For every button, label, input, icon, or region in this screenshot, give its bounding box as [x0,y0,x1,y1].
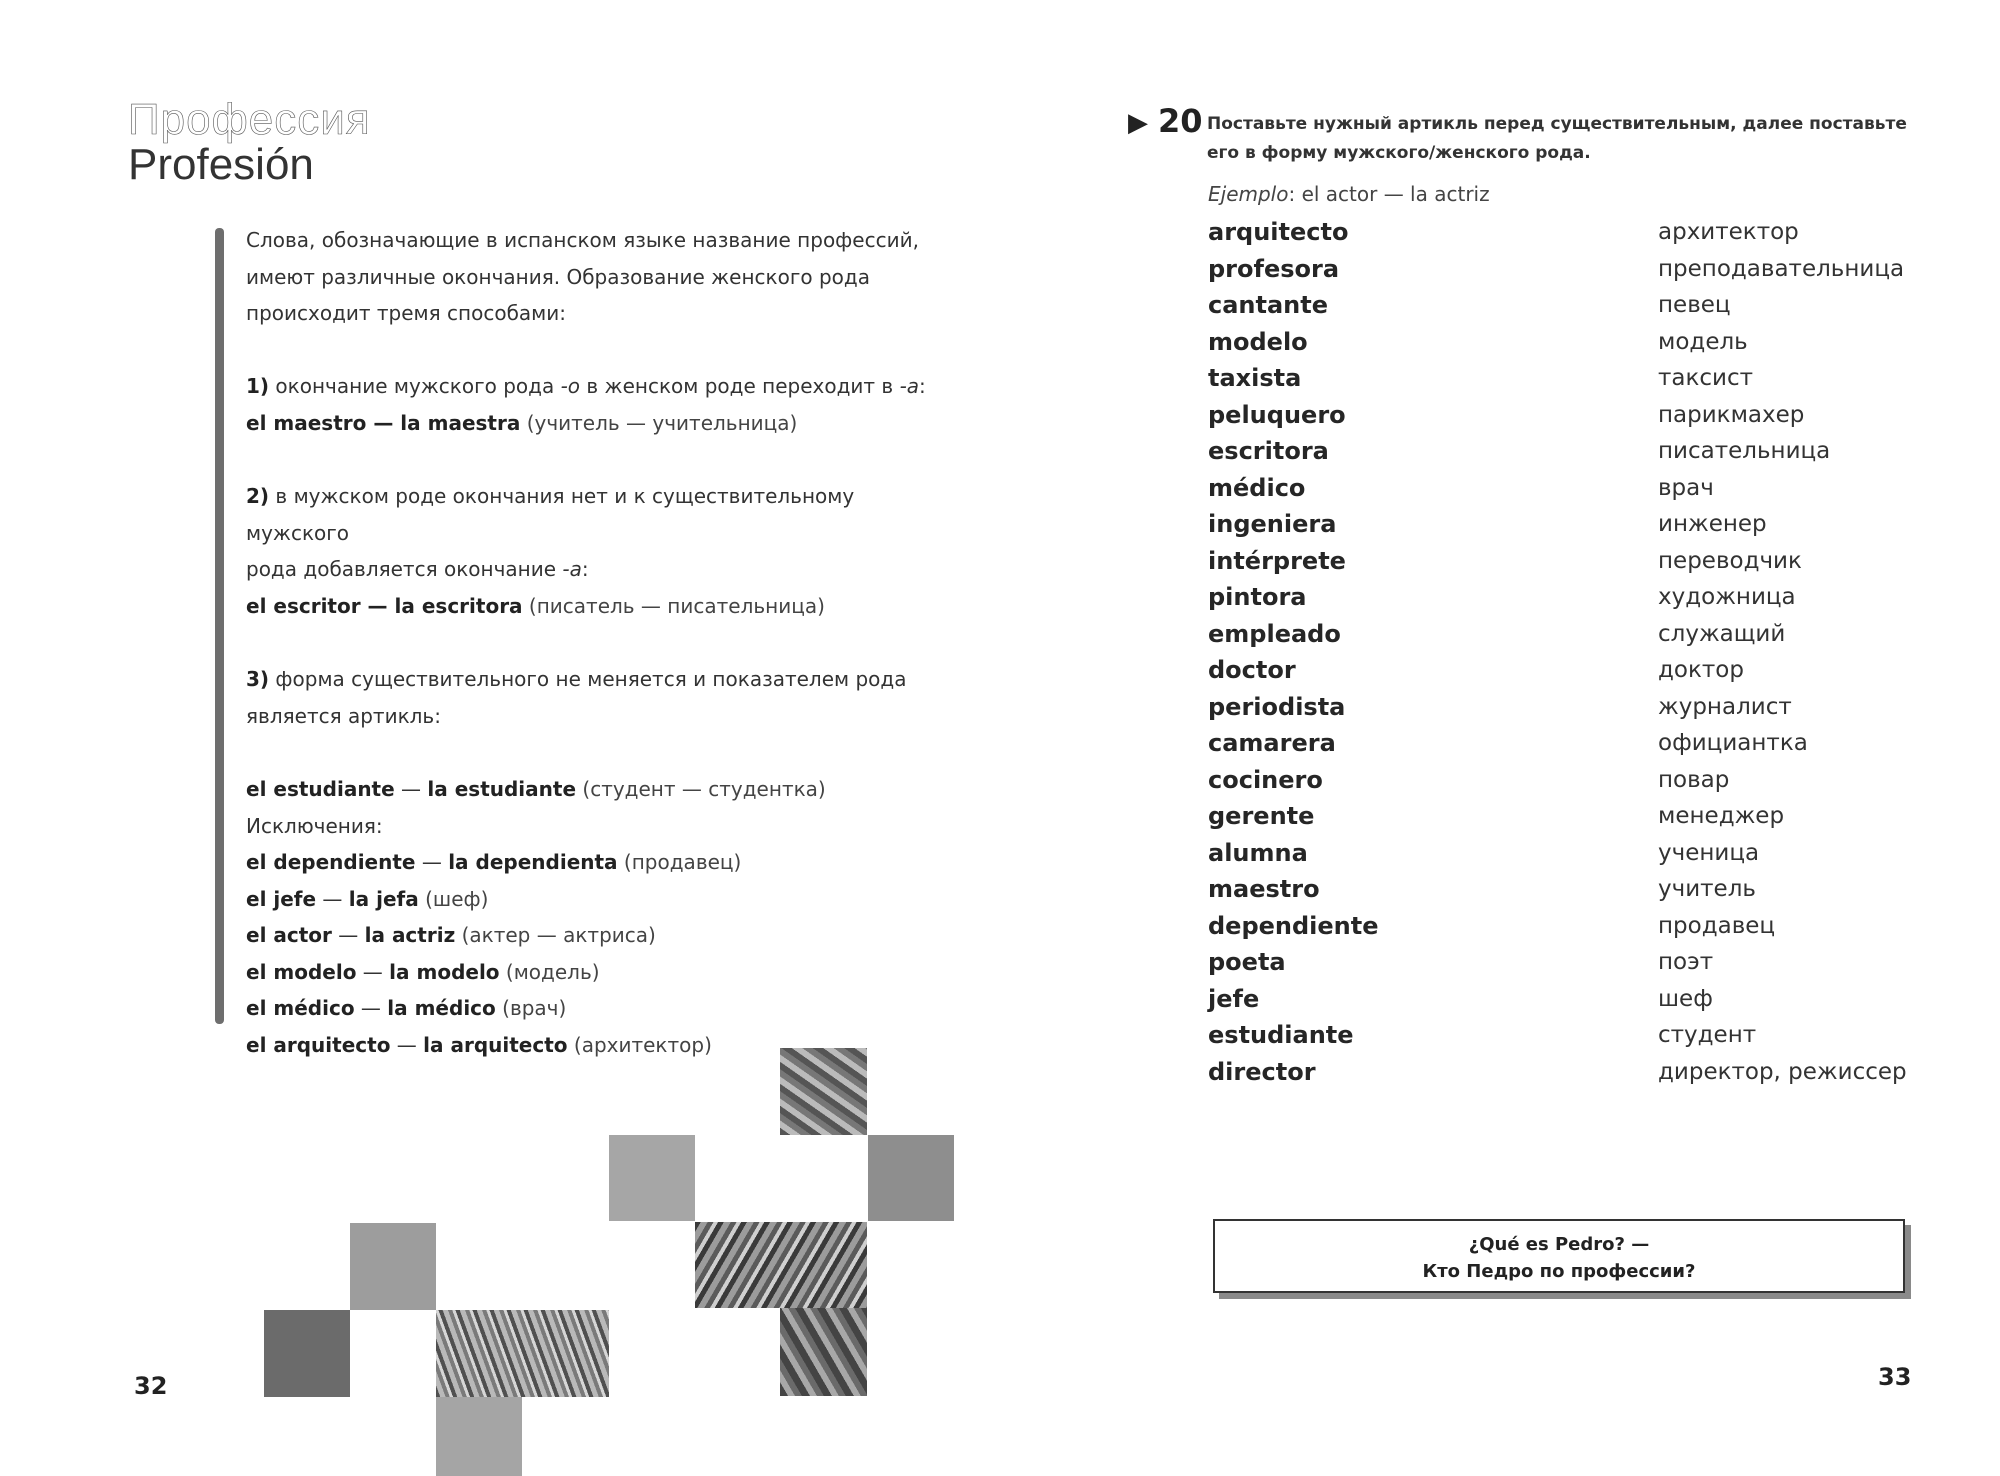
word-russian: парикмахер [1658,401,1805,428]
rule-1: 1) окончание мужского рода -o в женском роде переходит в -a: [246,374,926,399]
exceptions-label: Исключения: [246,813,383,838]
list-item [1208,287,1968,324]
list-item [1208,908,1968,945]
exercise-example: Ejemplo: el actor — la actriz [1208,182,1490,206]
word-russian: продавец [1658,912,1776,939]
question-ru: Кто Педро по профессии? [1422,1261,1696,1282]
word-russian: писательница [1658,438,1831,464]
vocabulary-list [1208,214,1968,1090]
word-russian: певец [1658,292,1731,318]
mosaic-tile [436,1397,522,1476]
list-item [1208,981,1968,1018]
word-russian: врач [1658,474,1714,501]
word-spanish: doctor [1208,656,1296,684]
word-russian: архитектор [1658,219,1799,245]
list-item [1208,652,1968,689]
word-russian: преподавательница [1658,255,1905,282]
word-russian: шеф [1658,985,1713,1012]
word-spanish: modelo [1208,327,1308,356]
word-spanish: poeta [1208,948,1286,976]
intro-line: имеют различные окончания. Образование женского рода [246,264,870,289]
word-spanish: gerente [1208,802,1315,830]
word-spanish: arquitecto [1208,218,1349,246]
word-spanish: cocinero [1208,765,1323,794]
list-item [1208,251,1968,288]
word-spanish: periodista [1208,692,1346,721]
list-item [1208,214,1968,251]
word-russian: директор, режиссер [1658,1058,1907,1085]
list-item [1208,579,1968,616]
list-item [1208,762,1968,799]
list-item [1208,798,1968,835]
exception-item: el modelo — la modelo (модель) [246,959,600,984]
word-spanish: médico [1208,473,1306,502]
word-russian: служащий [1658,620,1786,647]
intro-line: Слова, обозначающие в испанском языке название профессий, [246,228,919,252]
exercise-instruction: Поставьте нужный артикль перед существительным, далее поставьте его в форму мужского/женского рода. [1207,114,1907,163]
word-spanish: cantante [1208,291,1329,319]
word-russian: инженер [1658,511,1767,537]
list-item [1208,944,1968,981]
exception-item: el dependiente — la dependienta (продавец) [246,850,742,875]
word-spanish: alumna [1208,838,1308,867]
list-item [1208,616,1968,653]
word-spanish: pintora [1208,583,1307,611]
exception-item: el médico — la médico (врач) [246,996,567,1021]
rule-2: 2) в мужском роде окончания нет и к существительному мужского [246,484,855,545]
word-spanish: camarera [1208,729,1336,757]
list-item [1208,433,1968,470]
list-item [1208,725,1968,762]
word-spanish: ingeniera [1208,510,1337,538]
exercise-number: 20 [1158,102,1203,140]
mosaic-tile [780,1308,867,1396]
word-spanish: jefe [1208,984,1260,1013]
word-russian: официантка [1658,730,1808,756]
list-item [1208,1017,1968,1054]
word-russian: таксист [1658,365,1754,391]
mosaic-tile [350,1223,436,1310]
mosaic-tile [609,1135,695,1221]
grammar-rule-block [246,222,946,1064]
exception-item: el arquitecto — la arquitecto (архитектор) [246,1033,712,1058]
mosaic-tile [780,1048,867,1135]
list-item [1208,324,1968,361]
word-spanish: profesora [1208,254,1340,283]
sidebar-accent-bar [215,228,224,1024]
word-russian: повар [1658,766,1730,793]
rule-2-cont: рода добавляется окончание -a: [246,557,589,582]
mosaic-tile [436,1310,609,1397]
rule-1-example: el maestro — la maestra (учитель — учительница) [246,410,798,435]
list-item [1208,689,1968,726]
rule-3: 3) форма существительного не меняется и показателем рода [246,667,907,692]
word-russian: менеджер [1658,803,1785,829]
list-item [1208,360,1968,397]
play-triangle-icon: ▶ [1128,108,1148,138]
word-spanish: maestro [1208,875,1320,903]
word-spanish: director [1208,1057,1316,1086]
rule-3-cont: является артикль: [246,703,441,728]
rule-3-example: el estudiante — la estudiante (студент — студентка) [246,776,826,801]
word-russian: ученица [1658,839,1760,866]
word-russian: доктор [1658,657,1744,683]
intro-line: происходит тремя способами: [246,301,566,326]
exception-item: el jefe — la jefa (шеф) [246,886,489,911]
word-russian: поэт [1658,949,1714,975]
list-item [1208,506,1968,543]
list-item [1208,397,1968,434]
word-spanish: intérprete [1208,546,1346,575]
question-es: ¿Qué es Pedro? — [1468,1234,1650,1255]
word-russian: переводчик [1658,547,1802,574]
word-russian: учитель [1658,876,1756,902]
mosaic-tile [695,1222,867,1308]
word-russian: художница [1658,584,1796,610]
word-spanish: dependiente [1208,911,1379,940]
word-russian: студент [1658,1022,1757,1048]
list-item [1208,1054,1968,1091]
page-title-es: Profesión [128,140,314,189]
word-spanish: taxista [1208,364,1302,392]
word-spanish: peluquero [1208,400,1346,429]
word-russian: журналист [1658,693,1792,720]
word-spanish: empleado [1208,619,1341,648]
word-spanish: escritora [1208,437,1329,465]
exception-item: el actor — la actriz (актер — актриса) [246,923,656,948]
word-russian: модель [1658,328,1748,355]
page-number: 32 [134,1372,168,1400]
list-item [1208,871,1968,908]
rule-2-example: el escritor — la escritora (писатель — писательница) [246,593,825,618]
mosaic-tile [868,1135,954,1221]
word-spanish: estudiante [1208,1021,1354,1049]
mosaic-tile [264,1310,350,1397]
list-item [1208,470,1968,507]
list-item [1208,835,1968,872]
question-box [1213,1219,1905,1293]
page-number: 33 [1878,1363,1912,1391]
page-title-ru: Профессия [128,95,371,144]
list-item [1208,543,1968,580]
